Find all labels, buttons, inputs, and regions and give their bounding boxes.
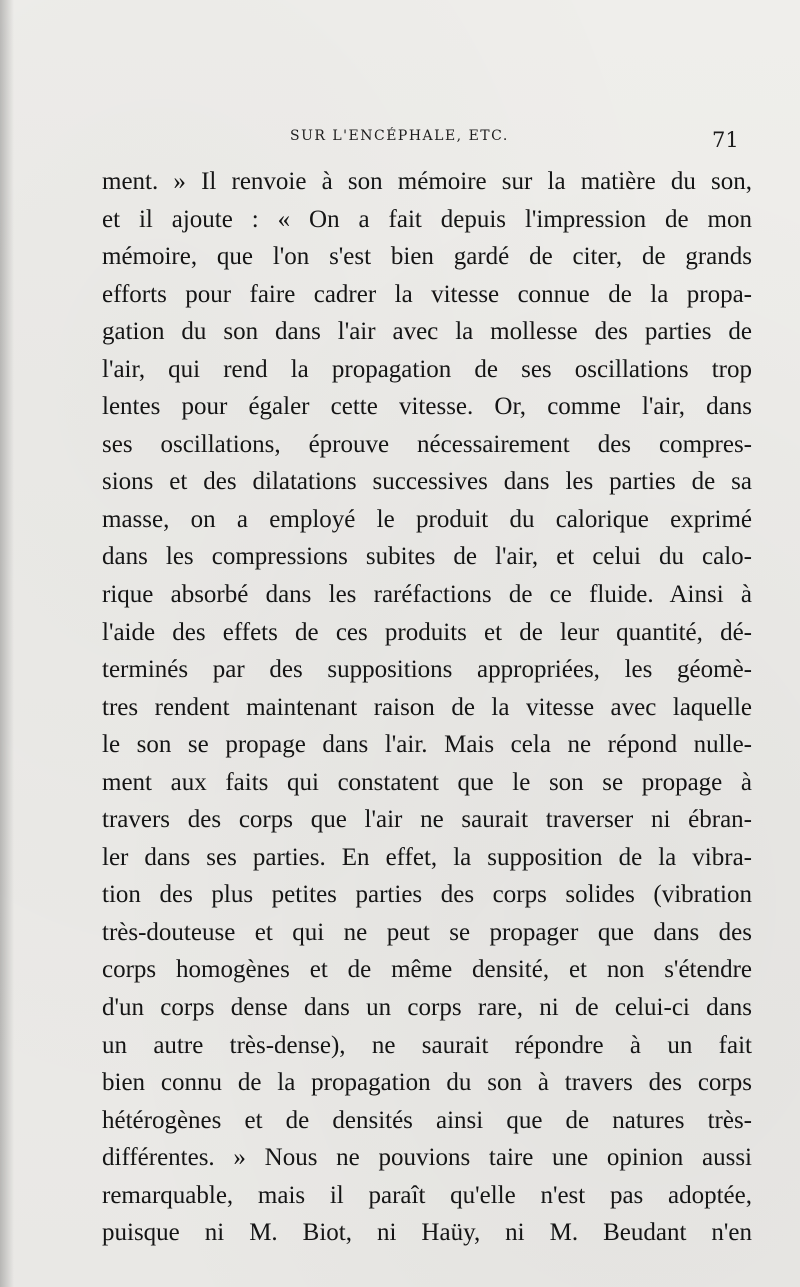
body-text [102, 163, 752, 1252]
text-line: dans les compressions subites de l'air, et celui du calo- [102, 543, 752, 571]
text-line: corps homogènes et de même densité, et non s'étendre [102, 956, 752, 984]
text-line: d'un corps dense dans un corps rare, ni de celui-ci dans [102, 994, 752, 1022]
text-line: ment. » Il renvoie à son mémoire sur la matière du son, [102, 168, 752, 195]
text-line: sions et des dilatations successives dans les parties de sa [102, 468, 752, 496]
text-line: très-douteuse et qui ne peut se propager que dans des [102, 918, 752, 946]
text-line: hétérogènes et de densités ainsi que de natures très- [102, 1106, 752, 1134]
page-number: 71 [712, 128, 739, 152]
text-line: tion des plus petites parties des corps solides (vibration [102, 881, 752, 909]
text-line: travers des corps que l'air ne saurait traverser ni ébran- [102, 806, 752, 834]
text-line: mémoire, que l'on s'est bien gardé de citer, de grands [102, 243, 752, 271]
text-line: terminés par des suppositions appropriées, les géomè- [102, 656, 752, 684]
text-line: rique absorbé dans les raréfactions de ce fluide. Ainsi à [102, 581, 752, 609]
text-line: tres rendent maintenant raison de la vitesse avec laquelle [102, 693, 752, 721]
text-line: différentes. » Nous ne pouvions taire une opinion aussi [102, 1144, 752, 1172]
text-line: ler dans ses parties. En effet, la supposition de la vibra- [102, 843, 752, 871]
text-line: le son se propage dans l'air. Mais cela ne répond nulle- [102, 731, 752, 759]
text-line: gation du son dans l'air avec la mollesse des parties de [102, 318, 752, 346]
text-line: un autre très-dense), ne saurait répondre à un fait [102, 1031, 752, 1059]
text-line: et il ajoute : « On a fait depuis l'impression de mon [102, 205, 752, 233]
gutter-shadow [0, 0, 14, 1287]
text-line: efforts pour faire cadrer la vitesse connue de la propa- [102, 280, 752, 308]
text-line: puisque ni M. Biot, ni Haüy, ni M. Beudant n'en [102, 1219, 752, 1247]
text-line: masse, on a employé le produit du calorique exprimé [102, 505, 752, 533]
text-line: l'air, qui rend la propagation de ses oscillations trop [102, 355, 752, 383]
text-line: ment aux faits qui constatent que le son se propage à [102, 768, 752, 796]
text-line: l'aide des effets de ces produits et de leur quantité, dé- [102, 618, 752, 646]
text-line: bien connu de la propagation du son à travers des corps [102, 1069, 752, 1097]
text-line: lentes pour égaler cette vitesse. Or, comme l'air, dans [102, 393, 752, 421]
running-title: SUR L'ENCÉPHALE, ETC. [290, 128, 509, 144]
text-line: remarquable, mais il paraît qu'elle n'est pas adoptée, [102, 1181, 752, 1209]
text-line: ses oscillations, éprouve nécessairement des compres- [102, 430, 752, 458]
